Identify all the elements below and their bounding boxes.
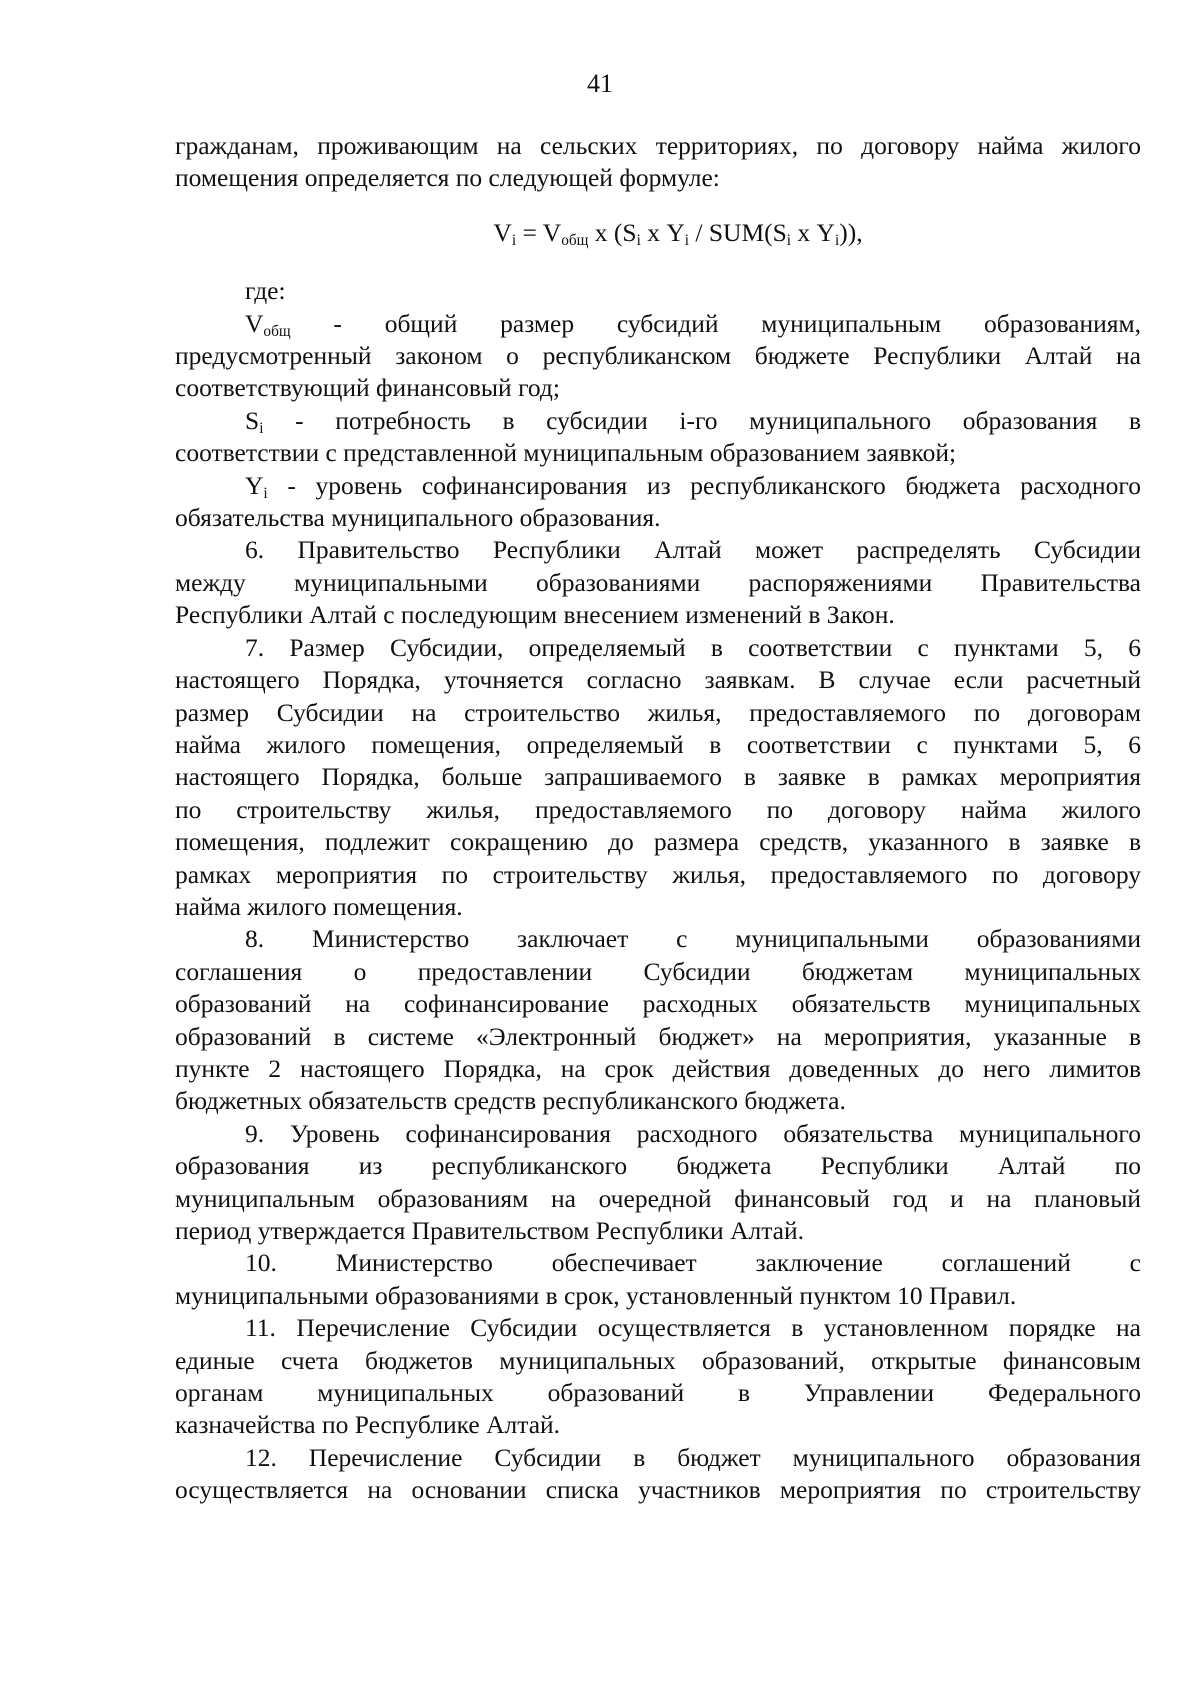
text-line: осуществляется на основании списка участников мероприятия по строительству — [175, 1475, 1141, 1505]
text-line: размер Субсидии на строительство жилья, предоставляемого по договорам — [175, 697, 1141, 727]
text-line: 10. Министерство обеспечивает заключение соглашений с — [245, 1248, 1141, 1278]
paragraph-6 — [175, 534, 1141, 631]
text-line: настоящего Порядка, уточняется согласно заявкам. В случае если расчетный — [175, 665, 1141, 695]
text-line: 12. Перечисление Субсидии в бюджет муниципального образования — [245, 1442, 1141, 1472]
text-line: соглашения о предоставлении Субсидии бюджетам муниципальных — [175, 956, 1141, 986]
page-number: 41 — [587, 69, 613, 98]
text-fragment: - потребность в субсидии i-го муниципального образования в — [263, 405, 1141, 435]
text-line: обязательства муниципального образования. — [175, 503, 661, 533]
text-line: органам муниципальных образований в Управлении Федерального — [175, 1378, 1141, 1408]
symbol-subscript: i — [259, 419, 264, 437]
text-line: помещения определяется по следующей формуле: — [175, 163, 720, 193]
formula-part: х Y — [640, 217, 685, 247]
formula-subscript: i — [786, 231, 792, 249]
formula-subscript: i — [511, 231, 517, 249]
paragraph-12 — [175, 1442, 1141, 1507]
text-line: образования из республиканского бюджета Республики Алтай по — [175, 1151, 1141, 1181]
text-line: 11. Перечисление Субсидии осуществляется в установленном порядке на — [245, 1313, 1141, 1343]
text-line: бюджетных обязательств средств республиканского бюджета. — [175, 1086, 846, 1116]
text-line: образований на софинансирование расходных обязательств муниципальных — [175, 989, 1141, 1019]
text-line: помещения, подлежит сокращению до размера средств, указанного в заявке в — [175, 827, 1141, 857]
text-line: 7. Размер Субсидии, определяемый в соответствии с пунктами 5, 6 — [245, 632, 1141, 662]
text-line: предусмотренный законом о республиканском бюджете Республики Алтай на — [175, 341, 1141, 371]
text-line: настоящего Порядка, больше запрашиваемого в заявке в рамках мероприятия — [175, 762, 1141, 792]
text-line: 6. Правительство Республики Алтай может распределять Субсидии — [245, 535, 1141, 565]
text-line: между муниципальными образованиями распоряжениями Правительства — [175, 567, 1141, 597]
where-label: где: — [245, 276, 286, 306]
text-line: муниципальными образованиями в срок, установленный пунктом 10 Правил. — [175, 1280, 1017, 1310]
formula — [175, 217, 1141, 249]
formula-part: / SUM(S — [689, 217, 787, 247]
definition-si — [175, 405, 1141, 470]
text-line — [175, 405, 1141, 437]
text-line: соответствии с представленной муниципальным образованием заявкой; — [175, 438, 957, 468]
formula-subscript: общ — [561, 231, 589, 249]
text-line: рамках мероприятия по строительству жилья, предоставляемого по договору — [175, 859, 1141, 889]
definition-vobsh — [175, 308, 1141, 405]
formula-part: х (S — [588, 217, 637, 247]
text-line: по строительству жилья, предоставляемого по договору найма жилого — [175, 794, 1141, 824]
formula-part: = V — [516, 217, 562, 247]
text-line: найма жилого помещения. — [175, 891, 463, 921]
text-line: гражданам, проживающим на сельских территориях, по договору найма жилого — [175, 131, 1141, 160]
symbol: V — [245, 308, 264, 338]
text-line: соответствующий финансовый год; — [175, 373, 560, 403]
paragraph-10 — [175, 1247, 1141, 1312]
text-line: единые счета бюджетов муниципальных образований, открытые финансовым — [175, 1345, 1141, 1375]
text-line: казначейства по Республике Алтай. — [175, 1410, 561, 1440]
text-line — [175, 308, 1141, 340]
text-line: образований в системе «Электронный бюджет» на мероприятия, указанные в — [175, 1021, 1141, 1051]
text-line: найма жилого помещения, определяемый в соответствии с пунктами 5, 6 — [175, 729, 1141, 759]
symbol: S — [245, 405, 260, 435]
definition-yi — [175, 470, 1141, 535]
formula-part: х Y — [791, 217, 835, 247]
paragraph-9 — [175, 1118, 1141, 1248]
formula-subscript: i — [636, 231, 641, 249]
text-line: 9. Уровень софинансирования расходного обязательства муниципального — [245, 1118, 1141, 1148]
text-fragment: - уровень софинансирования из республиканского бюджета расходного — [267, 470, 1141, 500]
text-fragment: - общий размер субсидий муниципальным образованиям, — [290, 308, 1141, 338]
symbol: Y — [245, 470, 264, 500]
text-line — [175, 470, 1141, 502]
formula-subscript: i — [834, 231, 840, 249]
text-line: 8. Министерство заключает с муниципальными образованиями — [245, 924, 1141, 954]
symbol-subscript: i — [263, 484, 268, 502]
formula-part: )), — [839, 217, 863, 247]
paragraph-7 — [175, 632, 1141, 924]
document-body — [175, 130, 1141, 1507]
formula-subscript: i — [684, 231, 690, 249]
text-line: период утверждается Правительством Республики Алтай. — [175, 1216, 805, 1245]
paragraph-intro — [175, 130, 1141, 195]
formula-part: V — [493, 217, 512, 247]
symbol-subscript: общ — [263, 322, 291, 340]
text-line: пункте 2 настоящего Порядка, на срок действия доведенных до него лимитов — [175, 1053, 1141, 1083]
paragraph-11 — [175, 1312, 1141, 1442]
text-line: муниципальным образованиям на очередной финансовый год и на плановый — [175, 1183, 1141, 1213]
paragraph-8 — [175, 923, 1141, 1117]
text-line: Республики Алтай с последующим внесением изменений в Закон. — [175, 600, 895, 630]
